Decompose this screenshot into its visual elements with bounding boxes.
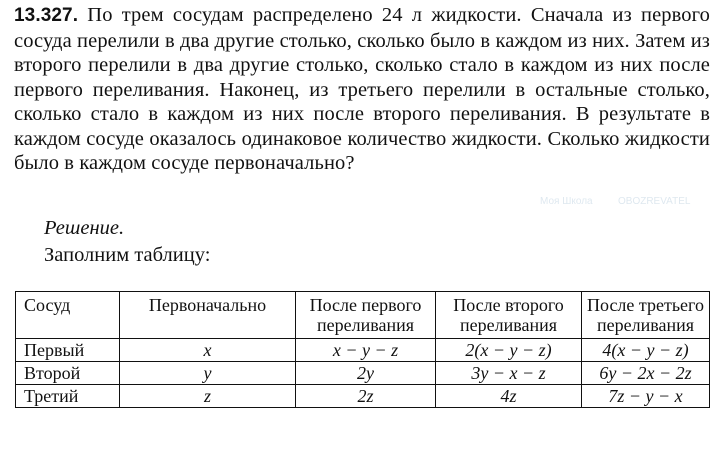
table-row xyxy=(16,385,710,408)
header-after-second: После второго переливания xyxy=(436,292,582,339)
problem-statement xyxy=(14,3,710,176)
table-cell: 2z xyxy=(296,385,436,408)
table-header-row xyxy=(16,292,710,339)
table-row xyxy=(16,362,710,385)
table-cell: Второй xyxy=(16,362,120,385)
problem-number: 13.327. xyxy=(14,5,79,26)
table-cell: 7z − y − x xyxy=(582,385,710,408)
header-after-first: После первого переливания xyxy=(296,292,436,339)
table-cell: z xyxy=(120,385,296,408)
table-cell: 4(x − y − z) xyxy=(582,339,710,362)
header-initial: Первоначально xyxy=(120,292,296,339)
watermark-logo: OBOZREVATEL xyxy=(618,196,691,207)
table-cell: x xyxy=(120,339,296,362)
table-cell: 2y xyxy=(296,362,436,385)
table-cell: Первый xyxy=(16,339,120,362)
table-cell: 6y − 2x − 2z xyxy=(582,362,710,385)
table-cell: y xyxy=(120,362,296,385)
watermark-logo: Моя Школа xyxy=(540,196,593,207)
table-cell: 2(x − y − z) xyxy=(436,339,582,362)
table-row xyxy=(16,339,710,362)
table-cell: Третий xyxy=(16,385,120,408)
header-after-third: После третьего переливания xyxy=(582,292,710,339)
table-cell: 4z xyxy=(436,385,582,408)
solution-heading: Решение. xyxy=(44,217,125,239)
table-cell: 3y − x − z xyxy=(436,362,582,385)
problem-text: По трем сосудам распределено 24 л жидкости. Сначала из первого сосуда перелили в два другие столько, сколько было в каждом из них. Затем из второго перелили в два другие столько, сколько стало в каждом из них после первого переливания. Наконец, из третьего перелили в остальные столько, сколько стало в каждом из них после второго переливания. В результате в каждом сосуде оказалось одинаковое количество жидкости. Сколько жидкости было в каждом сосуде первоначально? xyxy=(14,4,710,174)
header-vessel: Сосуд xyxy=(16,292,120,339)
table-cell: x − y − z xyxy=(296,339,436,362)
solution-intro: Заполним таблицу: xyxy=(44,244,211,266)
solution-table xyxy=(15,291,710,408)
